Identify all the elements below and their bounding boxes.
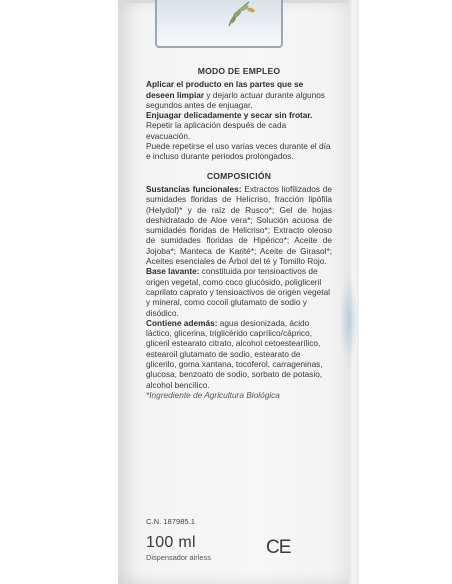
usage-p2-bold: Enjuagar delicadamente y secar sin frotar. [146, 110, 313, 121]
usage-p1-rest: y dejarlo actuar durante algunos segundos antes de enjuagar. [146, 89, 325, 110]
ce-mark-icon: CE [266, 537, 291, 558]
functional-substances [146, 184, 332, 266]
usage-p2-rest: Repetir la aplicación después de cada evacuación. [146, 120, 287, 141]
volume-label: 100 ml [146, 534, 196, 551]
base-text: constituida por tensioactivos de origen vegetal, como coco glucósido, poligliceril caprilato caprato y tensioactivos de origen vegetal y mineral, como cocoil glutamato de sodio y disódico. [146, 266, 331, 318]
plant-sprig-icon [223, 0, 263, 26]
usage-paragraph-2 [146, 110, 332, 141]
organic-note: *Ingrediente de Agricultura Biológica [146, 389, 280, 400]
functional-label: Sustancias funcionales: [146, 183, 242, 194]
functional-text: Extractos liofilizados de sumidades floridas de Helicriso, fracción lipófila (Helydol)* y de raíz de Rusco*; Gel de hojas deshidratado de Aloe vera*; Solución acuosa de sumidades floridas de Helicriso*; Extracto oleoso de sumidades floridas de Hipérico*; Aceite de Jojoba*; Manteca de Karité*; Aceite de Girasol*; Aceites esenciales de Árbol del té y Tomillo Rojo. [146, 183, 332, 267]
base-label: Base lavante: [146, 266, 200, 277]
washing-base [146, 266, 332, 317]
national-code: C.N. 187985.1 [146, 517, 195, 526]
composition-heading: COMPOSICIÓN [206, 170, 272, 181]
front-label-peek [155, 0, 283, 48]
dispenser-label: Dispensador airless [146, 553, 211, 562]
reflection-spot [340, 275, 358, 365]
contains-text: agua desionizada, ácido láctico, glicerina, triglicérido caprílico/cáprico, gliceril estearato citrato, alcohol cetoestearílico, estearoil glutamato de sodio, estearato de glicerilo, goma xantana, tocoferol, carrageninas, glucosa, benzoato de sodio, sorbato de potasio, alcohol bencílico. [146, 317, 323, 390]
usage-paragraph-1 [146, 79, 332, 110]
usage-paragraph-3: Puede repetirse el uso varias veces durante el día e incluso durante periodos prolongados. [146, 141, 331, 162]
contains-label: Contiene además: [146, 317, 218, 328]
usage-p1-bold: Aplicar el producto en las partes que se deseen limpiar [146, 79, 304, 100]
usage-heading: MODO DE EMPLEO [197, 66, 281, 76]
box-text-panel [146, 66, 332, 400]
other-ingredients [146, 318, 332, 390]
